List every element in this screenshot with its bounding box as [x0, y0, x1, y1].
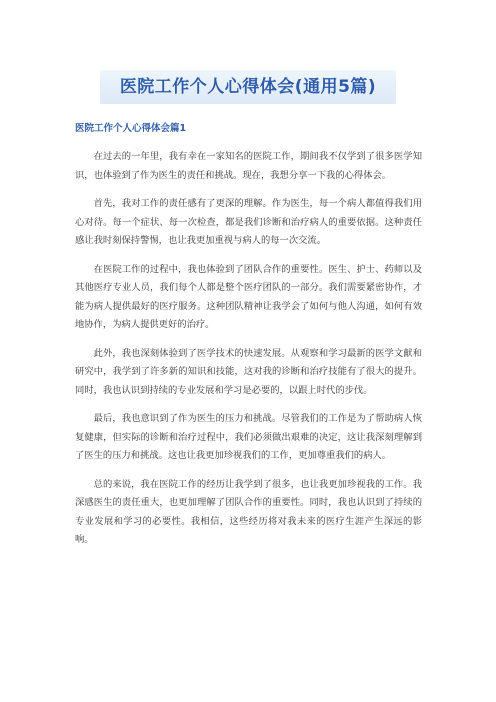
- paragraph-2: 首先，我对工作的责任感有了更深的理解。作为医生，每一个病人都值得我们用心对待。每一个症状、每一次检查，都是我们诊断和治疗病人的重要依据。这种责任感让我时刻保持警惕，也让我更加重视与病人的每一次交流。: [75, 198, 422, 246]
- paragraph-6: 总的来说，我在医院工作的经历让我学到了很多，也让我更加珍视我的工作。我深感医生的责任重大，也更加理解了团队合作的重要性。同时，我也认识到了持续的专业发展和学习的必要性。我相信，这些经历将对我未来的医疗生涯产生深远的影响。: [75, 478, 422, 545]
- paragraph-3: 在医院工作的过程中，我也体验到了团队合作的重要性。医生、护士、药师以及其他医疗专业人员，我们每个人都是整个医疗团队的一部分。我们需要紧密协作，才能为病人提供最好的医疗服务。这种团队精神让我学会了如何与他人沟通，如何有效地协作，为病人提供更好的治疗。: [75, 263, 422, 330]
- paragraph-4: 此外，我也深刻体验到了医学技术的快速发展。从观察和学习最新的医学文献和研究中，我学到了许多新的知识和技能，这对我的诊断和治疗技能有了很大的提升。同时，我也认识到持续的专业发展和学习是必要的，以跟上时代的步伐。: [75, 347, 422, 396]
- document-body: [75, 148, 422, 560]
- section-heading: 医院工作个人心得体会篇1: [75, 123, 187, 134]
- paragraph-1: 在过去的一年里，我有幸在一家知名的医院工作，期间我不仅学到了很多医学知识，也体验到了作为医生的责任和挑战。现在，我想分享一下我的心得体会。: [75, 151, 422, 181]
- page-title: 医院工作个人心得体会(通用5篇): [119, 77, 377, 97]
- paragraph-5: 最后，我也意识到了作为医生的压力和挑战。尽管我们的工作是为了帮助病人恢复健康，但实际的诊断和治疗过程中，我们必须做出艰难的决定，这让我深刻理解到了医生的压力和挑战。这也让我更加珍视我们的工作，更加尊重我们的病人。: [75, 413, 422, 461]
